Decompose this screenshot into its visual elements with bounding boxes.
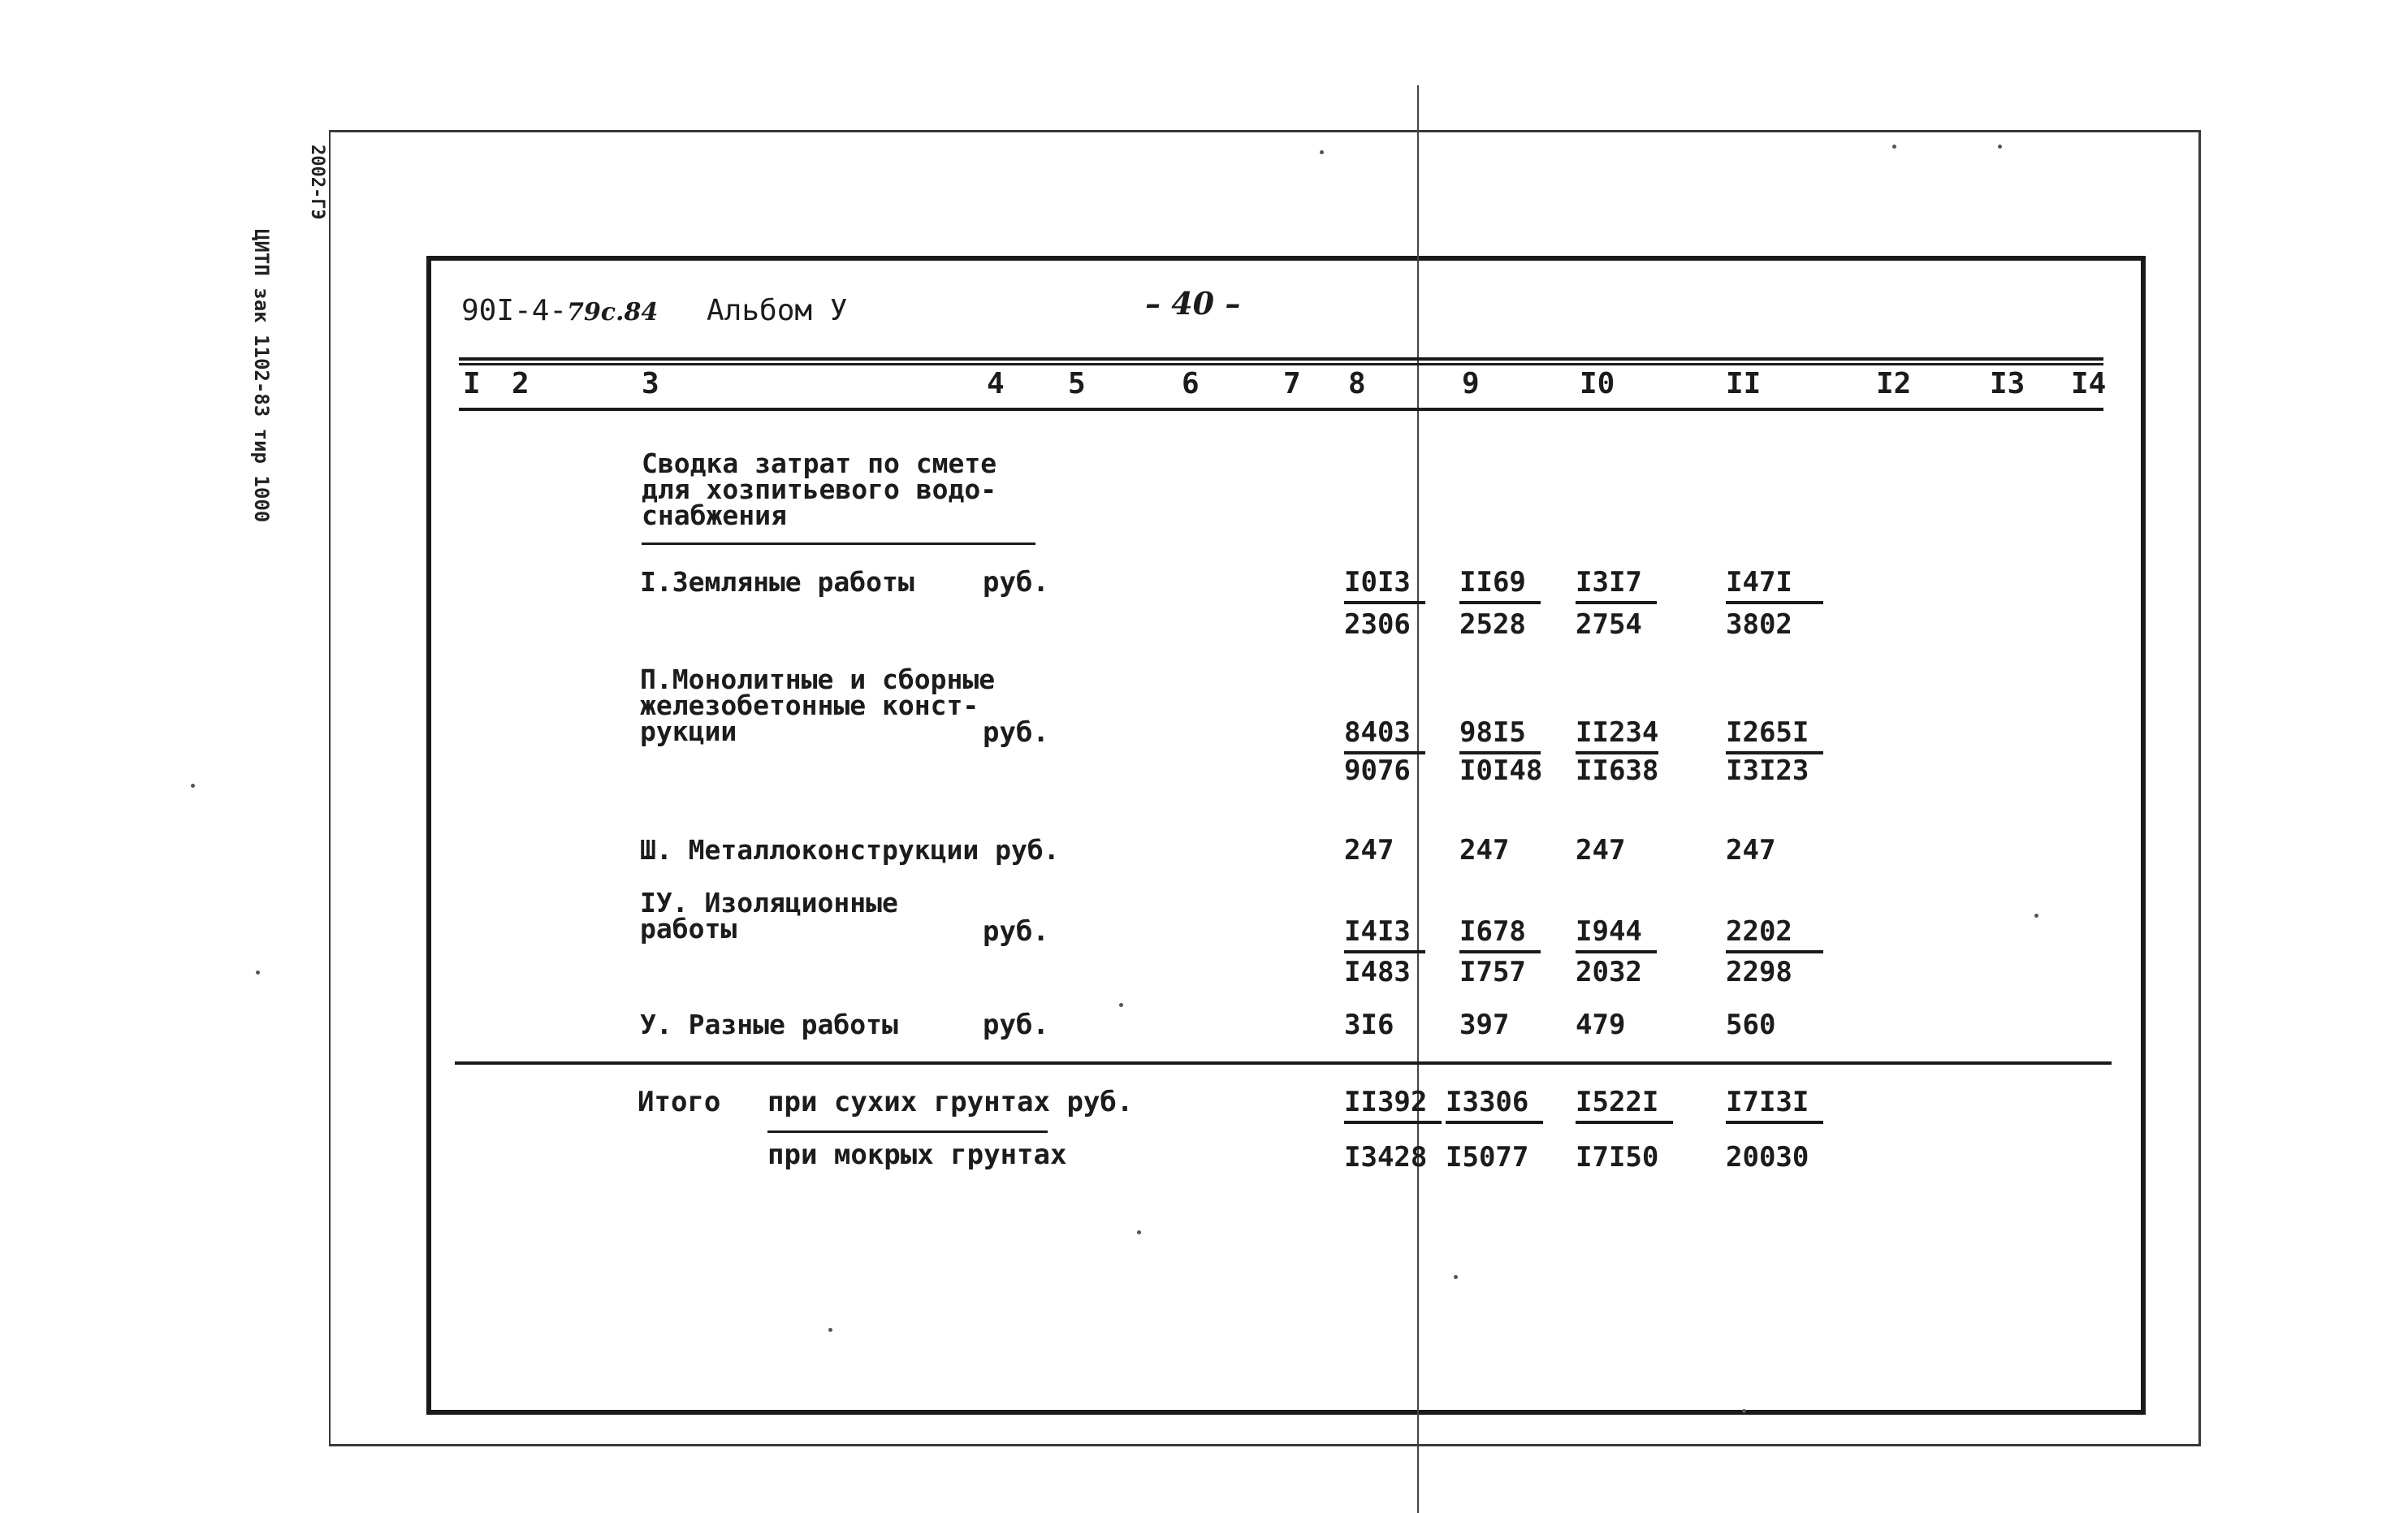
row-value-numerator: I3I7 — [1576, 568, 1657, 604]
row-value: 247 — [1459, 834, 1510, 867]
column-number: II — [1726, 367, 1762, 400]
totals-rule — [455, 1061, 2112, 1065]
row-value-numerator: I4I3 — [1344, 918, 1425, 953]
scan-speck — [2034, 914, 2038, 918]
totals-dry-value: II392 — [1344, 1088, 1442, 1124]
row-value-denominator: 3802 — [1726, 608, 1792, 641]
row-label-line: П.Монолитные и сборные — [640, 664, 996, 695]
totals-dry-label: при сухих грунтах руб. — [767, 1086, 1134, 1118]
row-value-numerator: 98I5 — [1459, 719, 1541, 754]
row-value-numerator: I678 — [1459, 918, 1541, 953]
row-value: 247 — [1726, 834, 1776, 867]
row-label-line: рукции — [640, 715, 737, 747]
totals-wet-value: 20030 — [1726, 1141, 1809, 1174]
column-number: I4 — [2071, 367, 2107, 400]
row-label-line: работы — [640, 913, 737, 945]
scan-fold-line — [1417, 85, 1419, 1513]
scan-speck — [191, 784, 195, 788]
column-number: I0 — [1580, 367, 1615, 400]
section-title-line: для хозпитьевого водо- — [642, 473, 997, 505]
column-number: I2 — [1876, 367, 1912, 400]
row-label-line: Ш. Металлоконструкции руб. — [640, 834, 1060, 866]
row-value-denominator: I0I48 — [1459, 754, 1543, 787]
row-value-denominator: 2032 — [1576, 956, 1642, 988]
header-rule-top — [459, 357, 2103, 361]
row-unit: руб. — [983, 1009, 1049, 1041]
totals-wet-value: I3428 — [1344, 1141, 1428, 1174]
row-value-numerator: II234 — [1576, 719, 1658, 754]
row-value-numerator: I47I — [1726, 568, 1823, 604]
row-label-line: У. Разные работы — [640, 1009, 898, 1040]
column-number: 8 — [1348, 367, 1366, 400]
header-rule-bottom — [459, 408, 2103, 411]
section-title-rule — [642, 543, 1035, 545]
row-value-numerator: I944 — [1576, 918, 1657, 953]
scan-speck — [1454, 1275, 1458, 1279]
row-value: 397 — [1459, 1009, 1510, 1041]
totals-dry-value: I3306 — [1446, 1088, 1543, 1124]
row-value-denominator: 2528 — [1459, 608, 1526, 641]
scan-speck — [1320, 150, 1324, 154]
scan-speck — [1892, 145, 1896, 149]
scan-speck — [1137, 1230, 1141, 1234]
header-rule-double — [459, 363, 2103, 365]
row-label-line: IУ. Изоляционные — [640, 887, 898, 919]
totals-wet-value: I7I50 — [1576, 1141, 1659, 1174]
row-value-numerator: I265I — [1726, 719, 1823, 754]
archive-stamp: 2002-ГЭ — [307, 145, 327, 220]
row-unit: руб. — [983, 915, 1049, 948]
scan-speck — [1742, 1409, 1746, 1413]
column-number: 5 — [1068, 367, 1086, 400]
row-value-denominator: I483 — [1344, 956, 1411, 988]
section-title-line: снабжения — [642, 499, 787, 531]
row-value: 247 — [1344, 834, 1394, 867]
section-title-line: Сводка затрат по смете — [642, 447, 997, 479]
row-label-line: железобетонные конст- — [640, 689, 979, 721]
column-number: 9 — [1462, 367, 1480, 400]
album-label: Альбом У — [707, 294, 848, 327]
column-number: 6 — [1182, 367, 1200, 400]
row-value: 560 — [1726, 1009, 1776, 1041]
row-value-denominator: 2298 — [1726, 956, 1792, 988]
totals-dry-rule — [767, 1130, 1048, 1133]
row-value-numerator: I0I3 — [1344, 568, 1425, 604]
scan-speck — [828, 1328, 832, 1332]
column-number: I3 — [1990, 367, 2025, 400]
scan-speck — [1998, 145, 2002, 149]
totals-dry-value: I7I3I — [1726, 1088, 1823, 1124]
scan-speck — [1119, 1003, 1123, 1007]
page-number: – 40 – — [1145, 285, 1241, 322]
row-value-numerator: 2202 — [1726, 918, 1823, 953]
totals-dry-value: I522I — [1576, 1088, 1673, 1124]
totals-wet-label: при мокрых грунтах — [767, 1139, 1067, 1171]
designation-handwritten: 79с.84 — [567, 298, 659, 326]
row-value-denominator: 2306 — [1344, 608, 1411, 641]
row-value: 479 — [1576, 1009, 1626, 1041]
row-value-numerator: 8403 — [1344, 719, 1425, 754]
section-title — [642, 447, 997, 531]
row-value-denominator: I3I23 — [1726, 754, 1809, 787]
row-value-denominator: 2754 — [1576, 608, 1642, 641]
row-value: 3I6 — [1344, 1009, 1394, 1041]
column-number: I — [463, 367, 481, 400]
row-value-denominator: II638 — [1576, 754, 1659, 787]
row-value-denominator: I757 — [1459, 956, 1526, 988]
column-number: 7 — [1283, 367, 1301, 400]
row-label-line: I.Земляные работы — [640, 566, 914, 598]
row-value-denominator: 9076 — [1344, 754, 1411, 787]
row-value-numerator: II69 — [1459, 568, 1541, 604]
row-unit: руб. — [983, 566, 1049, 599]
totals-label: Итого — [638, 1086, 721, 1118]
totals-wet-value: I5077 — [1446, 1141, 1529, 1174]
row-unit: руб. — [983, 716, 1049, 749]
designation-printed: 90I-4- — [461, 294, 568, 327]
document-designation — [461, 296, 658, 326]
column-number: 4 — [987, 367, 1005, 400]
column-number: 2 — [512, 367, 530, 400]
print-run-note: ЦИТП зак 1102-83 тир 1000 — [250, 229, 273, 523]
row-value: 247 — [1576, 834, 1626, 867]
column-number: 3 — [642, 367, 659, 400]
scan-speck — [256, 970, 260, 975]
